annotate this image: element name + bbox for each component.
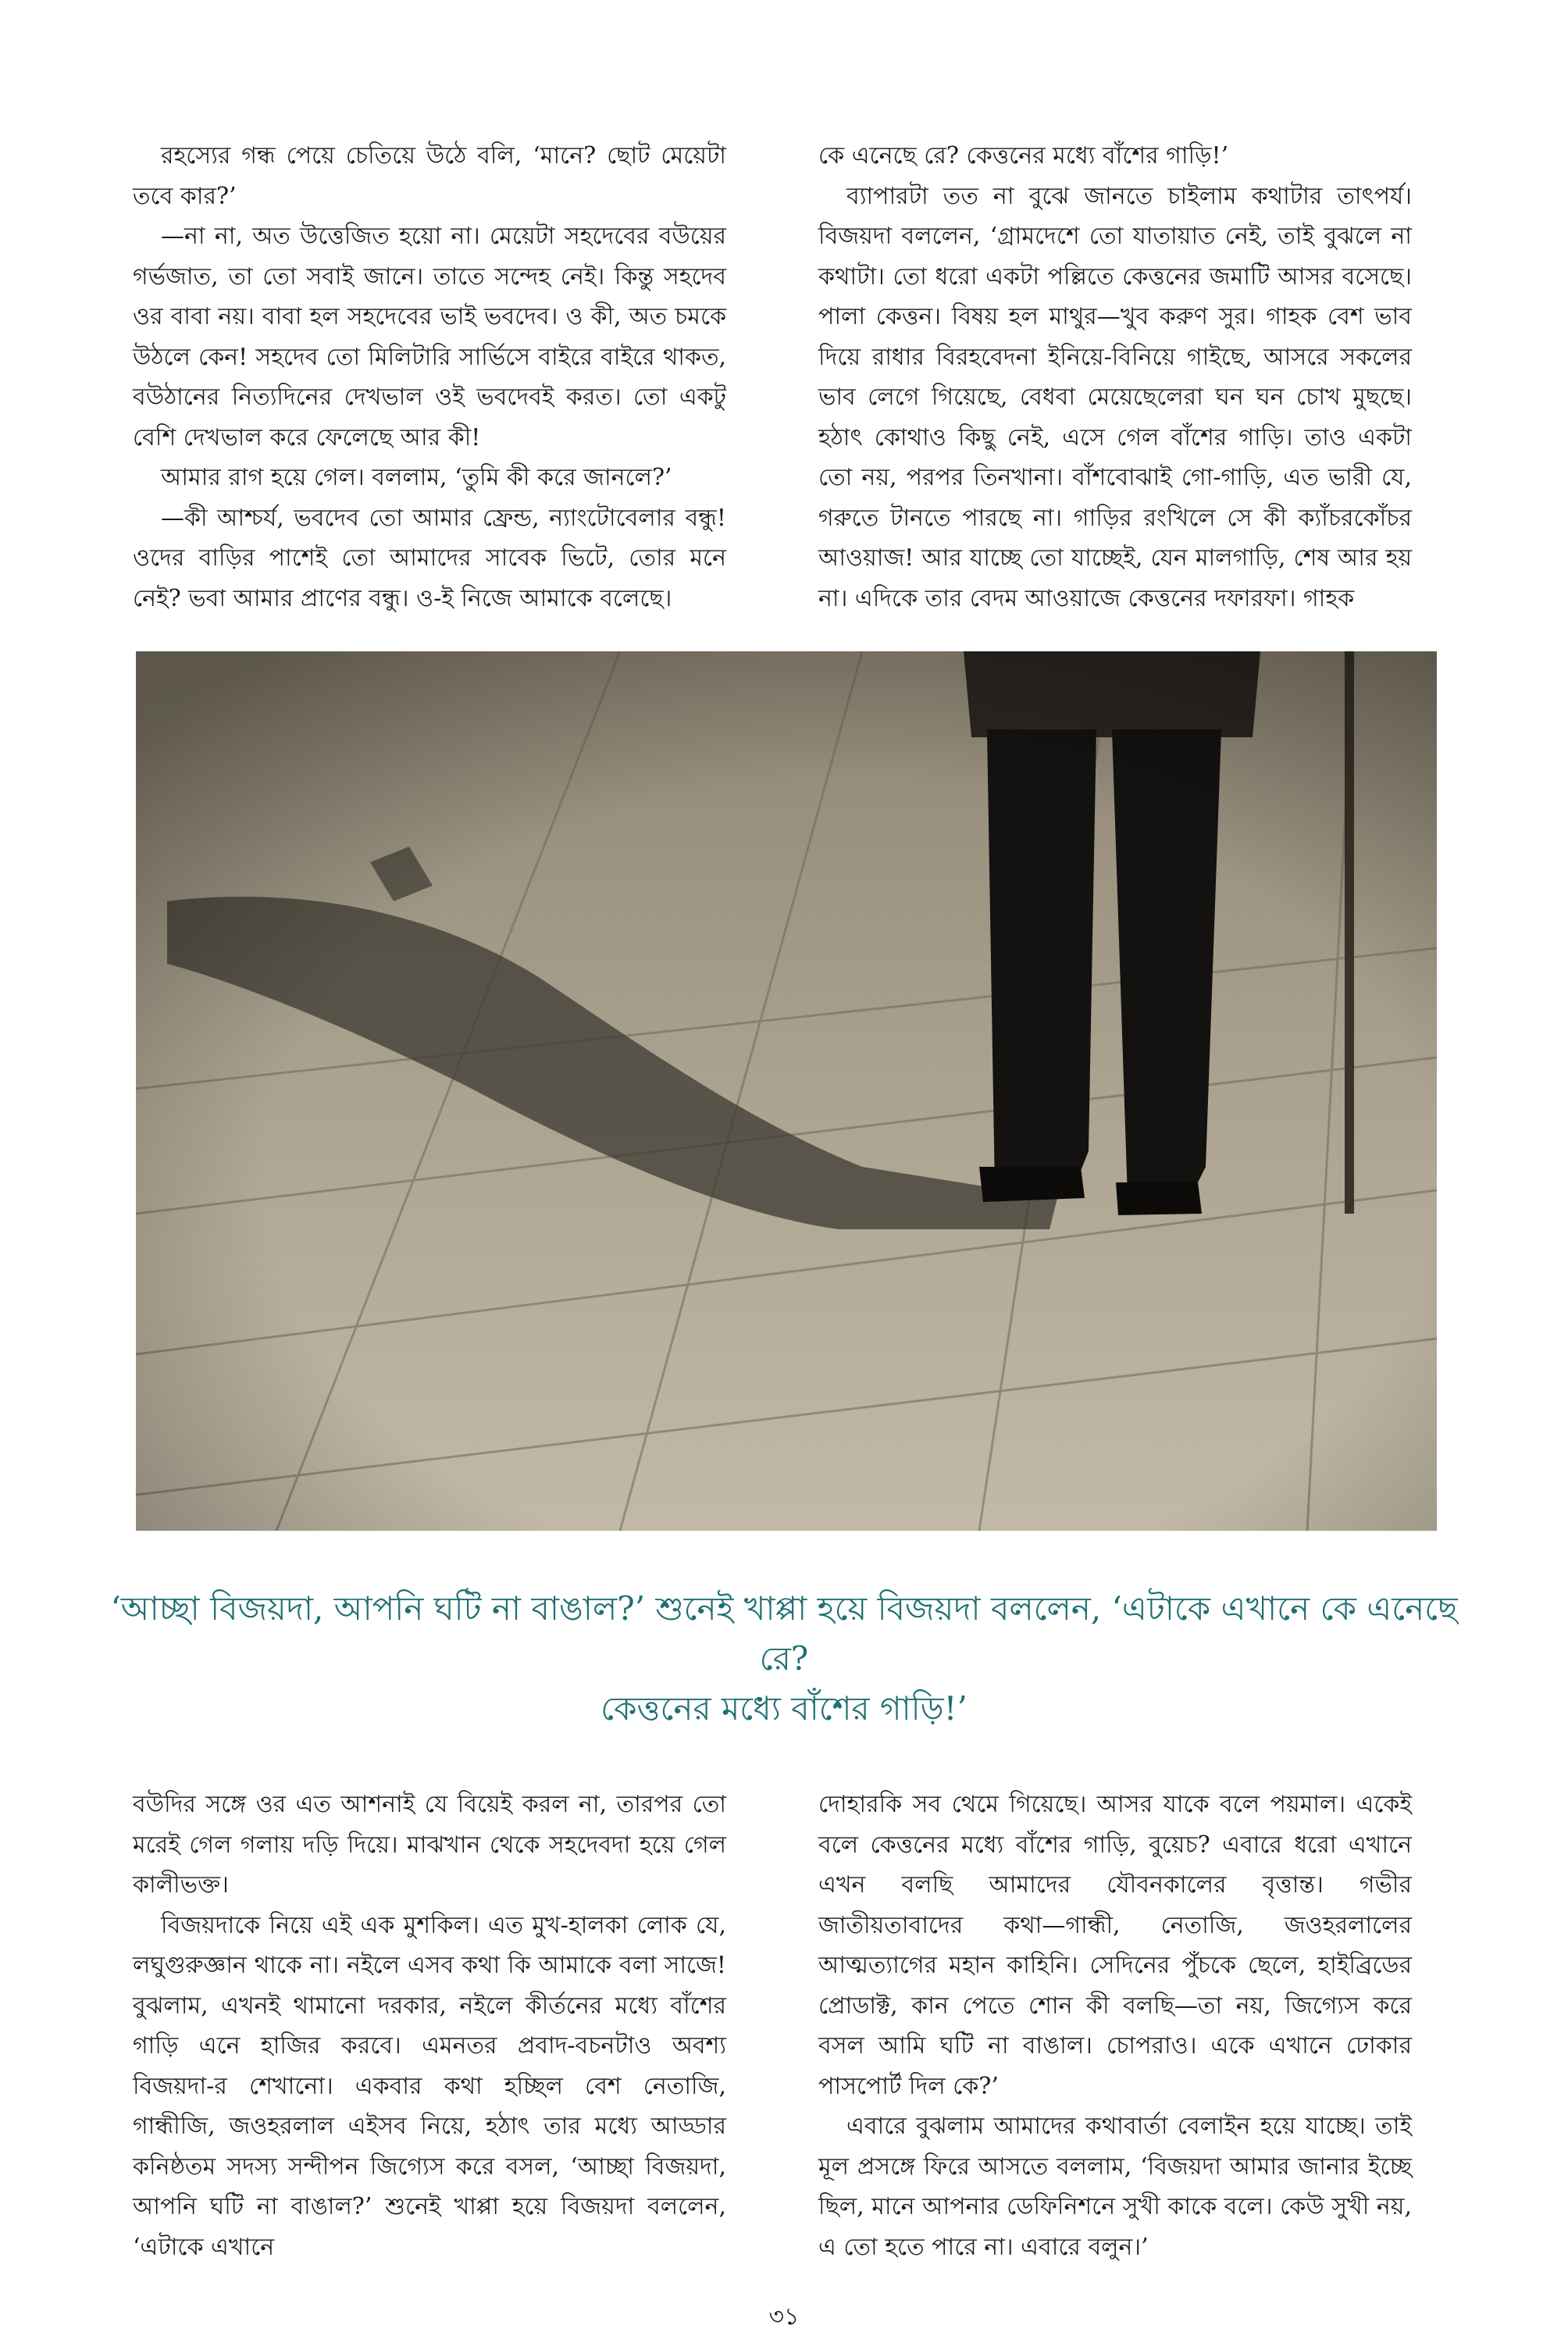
photo-illustration <box>136 651 1437 1531</box>
paragraph: আমার রাগ হয়ে গেল। বললাম, ‘তুমি কী করে জানলে?’ <box>161 464 672 491</box>
paragraph: ব্যাপারটা তত না বুঝে জানতে চাইলাম কথাটার তাৎপর্য। বিজয়দা বললেন, ‘গ্রামদেশে তো যাতায়াত নেই, তাই বুঝলে না কথাটা। তো ধরো একটা পল্লিতে কেত্তনের জমাটি আসর বসেছে। পালা কেত্তন। বিষয় হল মাথুর—খুব করুণ সুর। গাহক বেশ ভাব দিয়ে রাধার বিরহবেদনা ইনিয়ে-বিনিয়ে গাইছে, আসরে সকলের ভাব লেগে গিয়েছে, বেধবা মেয়েছেলেরা ঘন ঘন চোখ মুছছে। হঠাৎ কোথাও কিছু নেই, এসে গেল বাঁশের গাড়ি। তাও একটা তো নয়, পরপর তিনখানা। বাঁশবোঝাই গো-গাড়ি, এত ভারী যে, গরুতে টানতে পারছে না। গাড়ির রংখিলে সে কী ক্যাঁচরকোঁচর আওয়াজ! আর যাচ্ছে তো যাচ্ছেই, যেন মালগাড়ি, শেষ আর হয় না। এদিকে তার বেদম আওয়াজে কেত্তনের দফারফা। গাহক <box>818 182 1412 612</box>
paragraph: —না না, অত উত্তেজিত হয়ো না। মেয়েটা সহদেবের বউয়ের গর্ভজাত, তা তো সবাই জানে। তাতে সন্দেহ নেই। কিন্তু সহদেব ওর বাবা নয়। বাবা হল সহদেবের ভাই ভবদেব। ও কী, অত চমকে উঠলে কেন! সহদেব তো মিলিটারি সার্ভিসে বাইরে বাইরে থাকত, বউঠানের নিত্যদিনের দেখভাল ওই ভবদেবই করত। তো একটু বেশি দেখভাল করে ফেলেছে আর কী! <box>133 223 726 451</box>
pull-quote-line: কেত্তনের মধ্যে বাঁশের গাড়ি!’ <box>600 1689 968 1728</box>
pull-quote <box>94 1584 1474 1734</box>
column-top-right <box>818 136 1412 619</box>
column-top-left <box>133 136 726 619</box>
paragraph: রহস্যের গন্ধ পেয়ে চেতিয়ে উঠে বলি, ‘মানে? ছোট মেয়েটা তবে কার?’ <box>133 142 726 210</box>
paragraph: কে এনেছে রে? কেত্তনের মধ্যে বাঁশের গাড়ি!’ <box>818 142 1229 169</box>
pull-quote-line: ‘আচ্ছা বিজয়দা, আপনি ঘটি না বাঙাল?’ শুনেই খাপ্পা হয়ে বিজয়দা বললেন, ‘এটাকে এখানে কে এনেছে রে? <box>110 1589 1458 1678</box>
column-bottom-right <box>818 1785 1412 2267</box>
paragraph: —কী আশ্চর্য, ভবদেব তো আমার ফ্রেন্ড, ন্যাংটোবেলার বন্ধু! ওদের বাড়ির পাশেই তো আমাদের সাবেক ভিটে, তোর মনে নেই? ভবা আমার প্রাণের বন্ধু। ও-ই নিজে আমাকে বলেছে। <box>133 504 726 612</box>
photo-man-with-cane-shadow <box>136 651 1437 1531</box>
page-number: ৩১ <box>768 2303 800 2330</box>
column-bottom-left <box>133 1785 726 2267</box>
paragraph: বিজয়দাকে নিয়ে এই এক মুশকিল। এত মুখ-হালকা লোক যে, লঘুগুরুজ্ঞান থাকে না। নইলে এসব কথা কি আমাকে বলা সাজে! বুঝলাম, এখনই থামানো দরকার, নইলে কীর্তনের মধ্যে বাঁশের গাড়ি এনে হাজির করবে। এমনতর প্রবাদ-বচনটাও অবশ্য বিজয়দা-র শেখানো। একবার কথা হচ্ছিল বেশ নেতাজি, গান্ধীজি, জওহরলাল এইসব নিয়ে, হঠাৎ তার মধ্যে আড্ডার কনিষ্ঠতম সদস্য সন্দীপন জিগ্যেস করে বসল, ‘আচ্ছা বিজয়দা, আপনি ঘটি না বাঙাল?’ শুনেই খাপ্পা হয়ে বিজয়দা বললেন, ‘এটাকে এখানে <box>133 1911 726 2261</box>
paragraph: এবারে বুঝলাম আমাদের কথাবার্তা বেলাইন হয়ে যাচ্ছে। তাই মূল প্রসঙ্গে ফিরে আসতে বললাম, ‘বিজয়দা আমার জানার ইচ্ছে ছিল, মানে আপনার ডেফিনিশনে সুখী কাকে বলে। কেউ সুখী নয়, এ তো হতে পারে না। এবারে বলুন।’ <box>818 2113 1412 2261</box>
paragraph: বউদির সঙ্গে ওর এত আশনাই যে বিয়েই করল না, তারপর তো মরেই গেল গলায় দড়ি দিয়ে। মাঝখান থেকে সহদেবদা হয়ে গেল কালীভক্ত। <box>133 1791 726 1899</box>
paragraph: দোহারকি সব থেমে গিয়েছে। আসর যাকে বলে পয়মাল। একেই বলে কেত্তনের মধ্যে বাঁশের গাড়ি, বুয়েচ? এবারে ধরো এখানে এখন বলছি আমাদের যৌবনকালের বৃত্তান্ত। গভীর জাতীয়তাবাদের কথা—গান্ধী, নেতাজি, জওহরলালের আত্মত্যাগের মহান কাহিনি। সেদিনের পুঁচকে ছেলে, হাইব্রিডের প্রোডাক্ট, কান পেতে শোন কী বলছি—তা নয়, জিগ্যেস করে বসল আমি ঘটি না বাঙাল। চোপরাও। একে এখানে ঢোকার পাসপোর্ট দিল কে?’ <box>818 1791 1412 2100</box>
